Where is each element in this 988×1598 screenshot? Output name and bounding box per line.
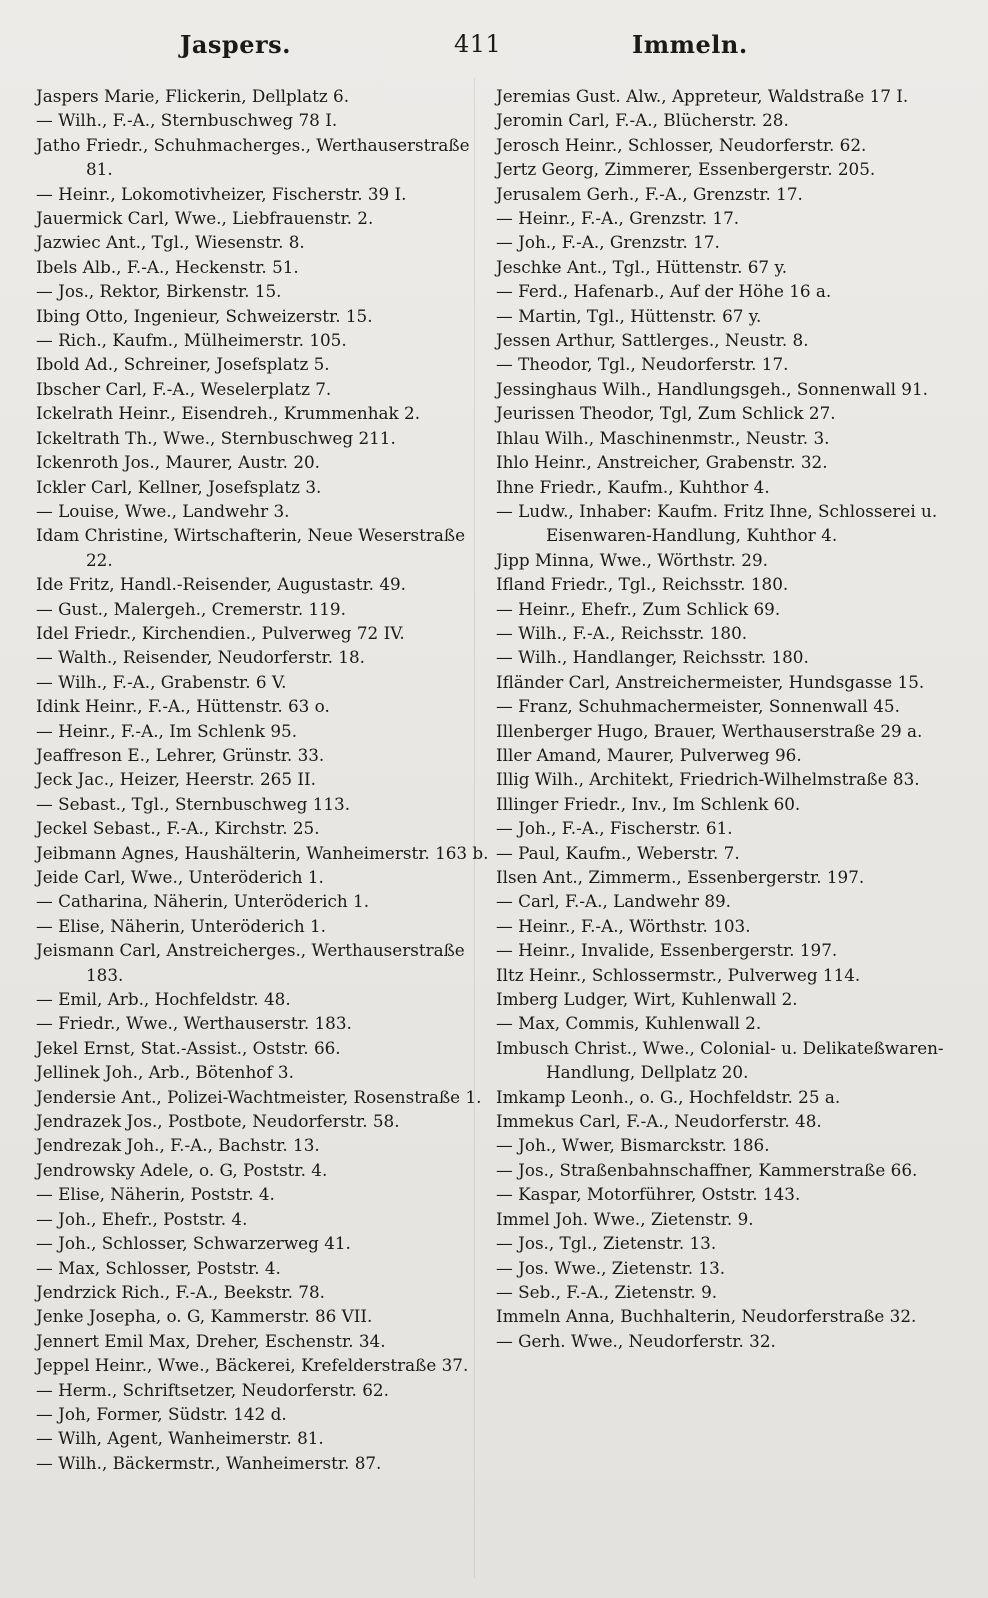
right-column xyxy=(496,84,951,1584)
directory-entry: Idink Heinr., F.-A., Hüttenstr. 63 o. xyxy=(36,696,330,717)
directory-entry: Jatho Friedr., Schuhmacherges., Werthauserstraße 81. xyxy=(36,134,470,180)
directory-entry: Illinger Friedr., Inv., Im Schlenk 60. xyxy=(496,793,801,814)
directory-entry: Ickeltrath Th., Wwe., Sternbuschweg 211. xyxy=(36,427,396,448)
directory-entry: — Heinr., Lokomotivheizer, Fischerstr. 39 I. xyxy=(36,183,407,204)
directory-entry: — Wilh., Handlanger, Reichsstr. 180. xyxy=(496,647,809,668)
directory-entry: Ilsen Ant., Zimmerm., Essenbergerstr. 197. xyxy=(496,867,865,887)
directory-entry: Imkamp Leonh., o. G., Hochfeldstr. 25 a. xyxy=(496,1086,841,1107)
directory-entry: Jenke Josepha, o. G, Kammerstr. 86 VII. xyxy=(36,1306,373,1327)
directory-entry: — Joh, Former, Südstr. 142 d. xyxy=(36,1403,287,1424)
directory-entry: — Carl, F.-A., Landwehr 89. xyxy=(496,891,732,912)
directory-entry: Immel Joh. Wwe., Zietenstr. 9. xyxy=(496,1208,754,1229)
directory-entry: — Joh., Schlosser, Schwarzerweg 41. xyxy=(36,1233,351,1254)
directory-entry: Illenberger Hugo, Brauer, Werthauserstraße 29 a. xyxy=(496,720,923,741)
directory-entry: Iller Amand, Maurer, Pulverweg 96. xyxy=(496,744,802,765)
directory-entry: Jeurissen Theodor, Tgl, Zum Schlick 27. xyxy=(496,403,836,424)
directory-entry: Ickler Carl, Kellner, Josefsplatz 3. xyxy=(36,476,322,497)
directory-entry: Jeibmann Agnes, Haushälterin, Wanheimerstr. 163 b. xyxy=(36,842,489,863)
directory-entry: — Max, Schlosser, Poststr. 4. xyxy=(36,1257,281,1278)
directory-entry: Jellinek Joh., Arb., Bötenhof 3. xyxy=(36,1062,294,1083)
left-column xyxy=(36,84,491,1584)
directory-entry: — Wilh., F.-A., Sternbuschweg 78 I. xyxy=(36,110,338,131)
directory-entry: Jendrzick Rich., F.-A., Beekstr. 78. xyxy=(36,1281,325,1302)
directory-entry: Jeschke Ant., Tgl., Hüttenstr. 67 y. xyxy=(496,256,788,277)
directory-entry: Jeckel Sebast., F.-A., Kirchstr. 25. xyxy=(36,818,320,839)
directory-entry: Jendrazek Jos., Postbote, Neudorferstr. 58. xyxy=(36,1111,400,1132)
directory-entry: — Ludw., Inhaber: Kaufm. Fritz Ihne, Schlosserei u. Eisenwaren-Handlung, Kuhthor 4. xyxy=(496,500,938,546)
directory-entry: — Jos., Tgl., Zietenstr. 13. xyxy=(496,1233,717,1254)
directory-entry: — Wilh., F.-A., Grabenstr. 6 V. xyxy=(36,671,287,692)
directory-entry: Jendrowsky Adele, o. G, Poststr. 4. xyxy=(36,1159,328,1180)
directory-entry: Jeremias Gust. Alw., Appreteur, Waldstraße 17 I. xyxy=(496,86,909,106)
directory-entry: Ibing Otto, Ingenieur, Schweizerstr. 15. xyxy=(36,305,373,326)
directory-entry: Jauermick Carl, Wwe., Liebfrauenstr. 2. xyxy=(36,208,374,229)
directory-entry: — Franz, Schuhmachermeister, Sonnenwall 45. xyxy=(496,696,900,717)
directory-entry: — Herm., Schriftsetzer, Neudorferstr. 62. xyxy=(36,1379,389,1400)
directory-entry: Jekel Ernst, Stat.-Assist., Oststr. 66. xyxy=(36,1037,341,1058)
directory-entry: — Seb., F.-A., Zietenstr. 9. xyxy=(496,1281,718,1302)
directory-entry: — Friedr., Wwe., Werthauserstr. 183. xyxy=(36,1013,352,1034)
directory-entry: — Paul, Kaufm., Weberstr. 7. xyxy=(496,842,740,863)
directory-entry: Imberg Ludger, Wirt, Kuhlenwall 2. xyxy=(496,989,798,1010)
directory-entry: Jendersie Ant., Polizei-Wachtmeister, Rosenstraße 1. xyxy=(36,1086,482,1107)
header-left-keyword: Jaspers. xyxy=(180,30,291,59)
directory-entry: Jendrezak Joh., F.-A., Bachstr. 13. xyxy=(36,1135,320,1156)
directory-entry: — Elise, Näherin, Unteröderich 1. xyxy=(36,915,326,936)
directory-entry: — Heinr., F.-A., Im Schlenk 95. xyxy=(36,720,298,741)
directory-entry: Ibold Ad., Schreiner, Josefsplatz 5. xyxy=(36,354,330,375)
directory-entry: Ickelrath Heinr., Eisendreh., Krummenhak 2. xyxy=(36,403,421,424)
directory-entry: Jessinghaus Wilh., Handlungsgeh., Sonnenwall 91. xyxy=(496,378,928,399)
directory-entry: — Wilh., F.-A., Reichsstr. 180. xyxy=(496,622,748,643)
directory-entry: — Jos., Rektor, Birkenstr. 15. xyxy=(36,281,282,302)
directory-entry: Ifland Friedr., Tgl., Reichsstr. 180. xyxy=(496,574,789,595)
directory-entry: Jaspers Marie, Flickerin, Dellplatz 6. xyxy=(36,86,350,106)
directory-entry: Imbusch Christ., Wwe., Colonial- u. Delikateßwaren-Handlung, Dellplatz 20. xyxy=(496,1037,944,1083)
directory-entry: Idam Christine, Wirtschafterin, Neue Weserstraße 22. xyxy=(36,525,466,570)
directory-entry: Jessen Arthur, Sattlerges., Neustr. 8. xyxy=(496,330,809,351)
directory-entry: — Theodor, Tgl., Neudorferstr. 17. xyxy=(496,354,789,375)
directory-entry: Idel Friedr., Kirchendien., Pulverweg 72 IV. xyxy=(36,622,405,643)
directory-entry: Ibels Alb., F.-A., Heckenstr. 51. xyxy=(36,256,299,277)
directory-entry: — Emil, Arb., Hochfeldstr. 48. xyxy=(36,989,291,1010)
directory-entry: — Joh., F.-A., Fischerstr. 61. xyxy=(496,818,733,839)
directory-entry: Jerosch Heinr., Schlosser, Neudorferstr. 62. xyxy=(496,134,867,155)
directory-entry: — Heinr., Ehefr., Zum Schlick 69. xyxy=(496,598,781,619)
directory-entry: — Joh., Wwer, Bismarckstr. 186. xyxy=(496,1135,770,1156)
directory-entry: Jeck Jac., Heizer, Heerstr. 265 II. xyxy=(36,769,316,790)
directory-entry: Jeaffreson E., Lehrer, Grünstr. 33. xyxy=(36,744,325,765)
directory-entry: — Rich., Kaufm., Mülheimerstr. 105. xyxy=(36,330,347,351)
directory-entry: — Martin, Tgl., Hüttenstr. 67 y. xyxy=(496,305,762,326)
directory-entry: Jertz Georg, Zimmerer, Essenbergerstr. 205. xyxy=(496,159,876,180)
page-header xyxy=(0,30,988,66)
directory-entry: — Sebast., Tgl., Sternbuschweg 113. xyxy=(36,793,351,814)
directory-entry: — Gust., Malergeh., Cremerstr. 119. xyxy=(36,598,346,619)
directory-entry: Immeln Anna, Buchhalterin, Neudorferstraße 32. xyxy=(496,1306,917,1327)
directory-entry: Illig Wilh., Architekt, Friedrich-Wilhelmstraße 83. xyxy=(496,769,920,790)
directory-entry: — Kaspar, Motorführer, Oststr. 143. xyxy=(496,1184,801,1205)
directory-entry: Immekus Carl, F.-A., Neudorferstr. 48. xyxy=(496,1111,822,1132)
directory-entry: Jeide Carl, Wwe., Unteröderich 1. xyxy=(36,867,324,887)
directory-entry: — Jos. Wwe., Zietenstr. 13. xyxy=(496,1257,726,1278)
directory-entry: Jeromin Carl, F.-A., Blücherstr. 28. xyxy=(496,110,789,131)
directory-entry: Jipp Minna, Wwe., Wörthstr. 29. xyxy=(496,549,768,570)
directory-entry: — Joh., Ehefr., Poststr. 4. xyxy=(36,1208,248,1229)
directory-entry: — Gerh. Wwe., Neudorferstr. 32. xyxy=(496,1330,776,1351)
directory-entry: Jennert Emil Max, Dreher, Eschenstr. 34. xyxy=(36,1330,386,1351)
directory-entry: — Wilh, Agent, Wanheimerstr. 81. xyxy=(36,1428,324,1449)
directory-entry: Ifländer Carl, Anstreichermeister, Hundsgasse 15. xyxy=(496,671,925,692)
directory-entry: Jazwiec Ant., Tgl., Wiesenstr. 8. xyxy=(36,232,305,253)
directory-entry: Ihne Friedr., Kaufm., Kuhthor 4. xyxy=(496,476,770,497)
directory-entry: — Heinr., F.-A., Grenzstr. 17. xyxy=(496,208,740,229)
directory-entry: — Ferd., Hafenarb., Auf der Höhe 16 a. xyxy=(496,281,832,302)
directory-entry: — Walth., Reisender, Neudorferstr. 18. xyxy=(36,647,365,668)
directory-entry: Ickenroth Jos., Maurer, Austr. 20. xyxy=(36,452,321,473)
directory-entry: — Joh., F.-A., Grenzstr. 17. xyxy=(496,232,720,253)
directory-entry: Jeismann Carl, Anstreicherges., Werthauserstraße 183. xyxy=(36,940,465,985)
directory-entry: Ibscher Carl, F.-A., Weselerplatz 7. xyxy=(36,378,332,399)
directory-entry: — Max, Commis, Kuhlenwall 2. xyxy=(496,1013,762,1034)
directory-entry: Ihlau Wilh., Maschinenmstr., Neustr. 3. xyxy=(496,427,830,448)
directory-entry: Jeppel Heinr., Wwe., Bäckerei, Krefelderstraße 37. xyxy=(36,1355,469,1376)
directory-entry: Ihlo Heinr., Anstreicher, Grabenstr. 32. xyxy=(496,452,828,473)
directory-entry: Ide Fritz, Handl.-Reisender, Augustastr. 49. xyxy=(36,574,407,595)
directory-entry: Iltz Heinr., Schlossermstr., Pulverweg 114. xyxy=(496,964,861,985)
directory-entry: — Louise, Wwe., Landwehr 3. xyxy=(36,500,290,521)
directory-entry: — Catharina, Näherin, Unteröderich 1. xyxy=(36,891,370,912)
directory-entry: — Heinr., Invalide, Essenbergerstr. 197. xyxy=(496,940,838,961)
directory-entry: — Jos., Straßenbahnschaffner, Kammerstraße 66. xyxy=(496,1159,918,1180)
page-number: 411 xyxy=(454,30,502,58)
directory-entry: Jerusalem Gerh., F.-A., Grenzstr. 17. xyxy=(496,183,803,204)
directory-entry: — Heinr., F.-A., Wörthstr. 103. xyxy=(496,915,751,936)
directory-entry: — Elise, Näherin, Poststr. 4. xyxy=(36,1184,275,1205)
directory-entry: — Wilh., Bäckermstr., Wanheimerstr. 87. xyxy=(36,1452,382,1473)
header-right-keyword: Immeln. xyxy=(632,30,748,59)
